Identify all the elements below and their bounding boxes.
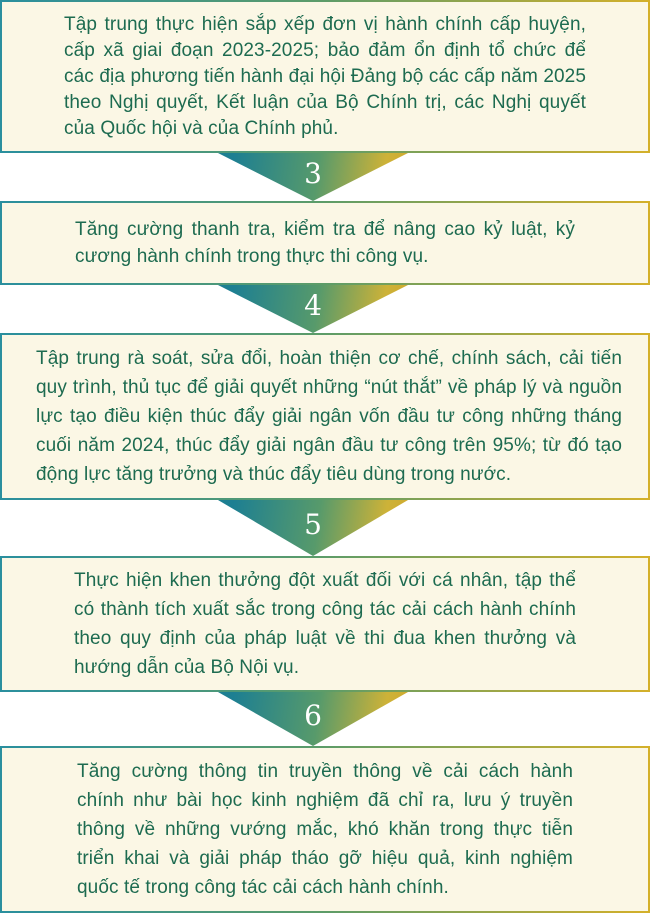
step-box-2 — [0, 201, 650, 285]
arrow-number-5: 5 — [304, 507, 322, 541]
arrow-zone-6 — [0, 692, 650, 746]
bottom-spacer — [0, 913, 650, 919]
step-text-4: Thực hiện khen thưởng đột xuất đối với cá nhân, tập thể có thành tích xuất sắc trong công tác cải cách hành chính theo quy định của pháp luật về thi đua khen thưởng và hướng dẫn của Bộ Nội vụ. — [74, 570, 576, 678]
step-box-5 — [0, 746, 650, 913]
arrow-number-4: 4 — [304, 289, 322, 323]
arrow-zone-3 — [0, 153, 650, 201]
arrow-number-3: 3 — [304, 157, 322, 191]
step-text-5: Tăng cường thông tin truyền thông về cải cách hành chính như bài học kinh nghiệm đã chỉ ra, lưu ý truyền thông về những vướng mắc, khó khăn trong thực tiễn triển khai và giải pháp tháo gỡ hiệu quả, kinh nghiệm quốc tế trong công tác cải cách hành chính. — [77, 761, 573, 898]
step-text-2: Tăng cường thanh tra, kiểm tra để nâng cao kỷ luật, kỷ cương hành chính trong thực thi công vụ. — [75, 219, 575, 267]
step-box-4 — [0, 556, 650, 692]
step-box-3 — [0, 333, 650, 500]
arrow-number-6: 6 — [304, 698, 322, 732]
step-box-1 — [0, 0, 650, 153]
step-text-1: Tập trung thực hiện sắp xếp đơn vị hành chính cấp huyện, cấp xã giai đoạn 2023-2025; bảo đảm ổn định tổ chức để các địa phương tiến hành đại hội Đảng bộ các cấp năm 2025 theo Nghị quyết, Kết luận của Bộ Chính trị, các Nghị quyết của Quốc hội và của Chính phủ. — [64, 13, 586, 139]
arrow-zone-5 — [0, 500, 650, 556]
step-text-3: Tập trung rà soát, sửa đổi, hoàn thiện cơ chế, chính sách, cải tiến quy trình, thủ tục để giải quyết những “nút thắt” về pháp lý và nguồn lực tạo điều kiện thúc đẩy giải ngân vốn đầu tư công những tháng cuối năm 2024, thúc đẩy giải ngân đầu tư công trên 95%; từ đó tạo động lực tăng trưởng và thúc đẩy tiêu dùng trong nước. — [36, 348, 622, 485]
arrow-zone-4 — [0, 285, 650, 333]
